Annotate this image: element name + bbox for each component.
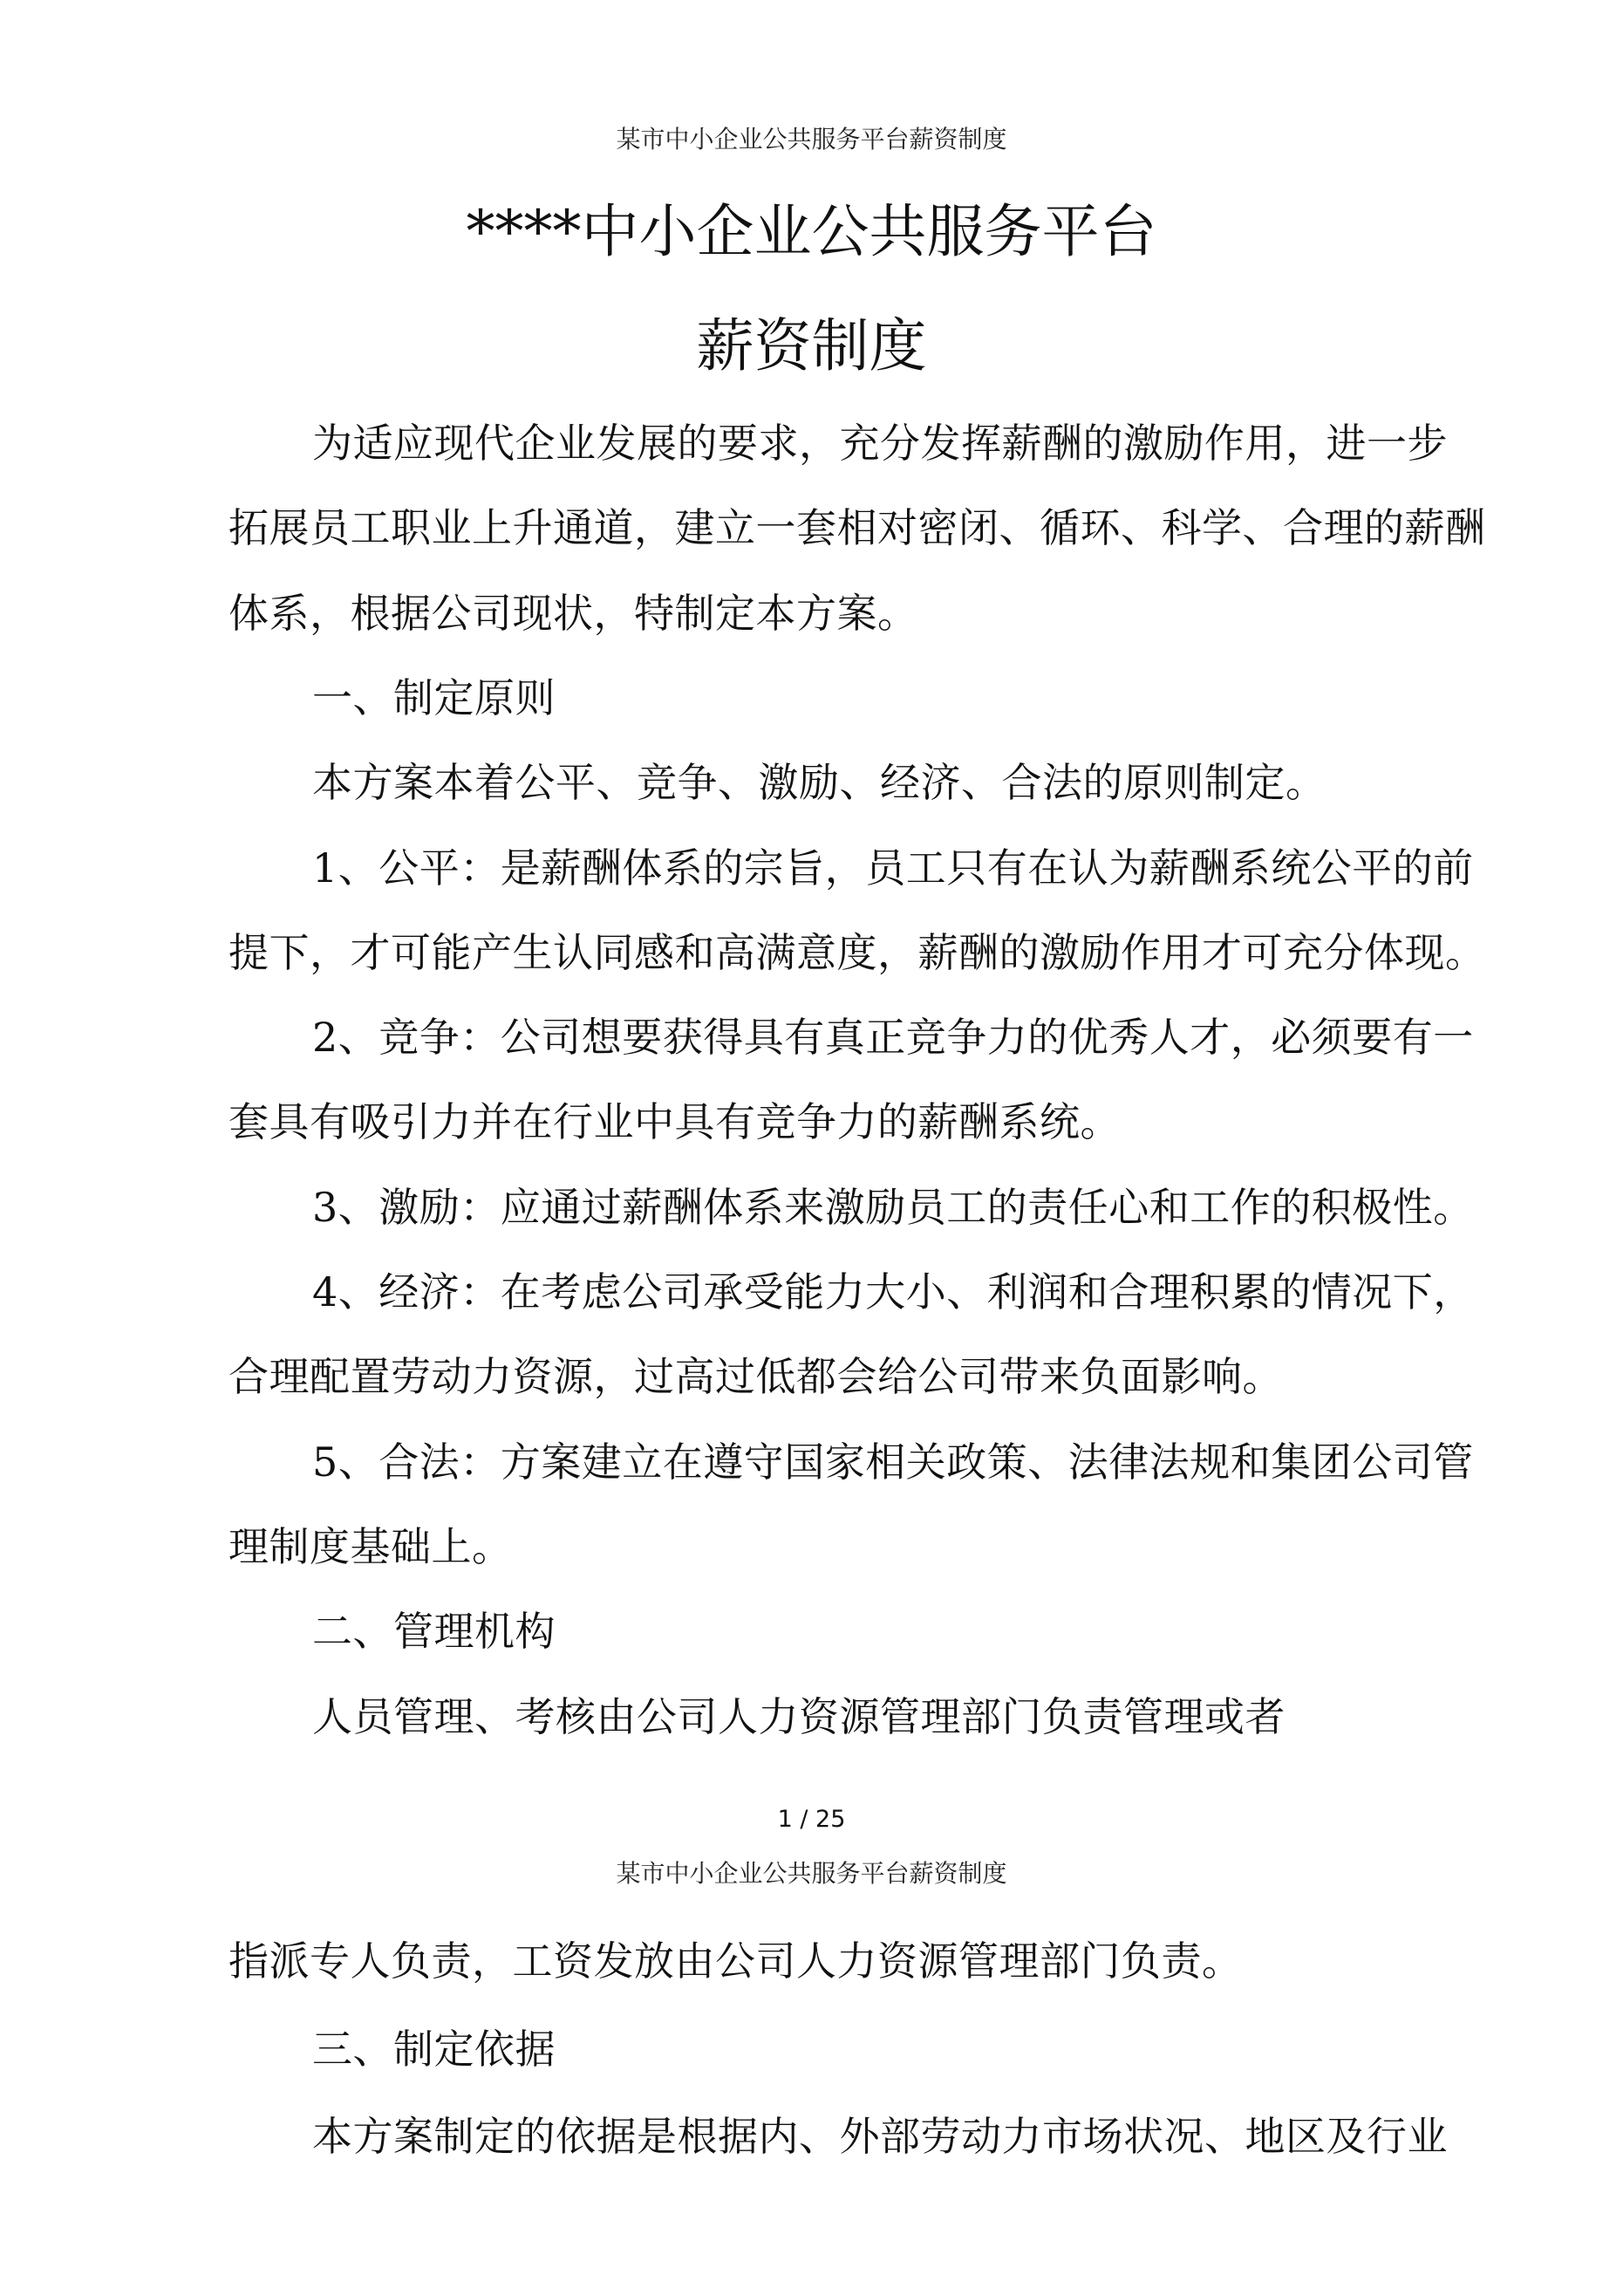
page-number: 1 / 25 xyxy=(777,1806,846,1833)
body-line: 3、激励：应通过薪酬体系来激励员工的责任心和工作的积极性。 xyxy=(312,1183,1474,1231)
body-line: 2、竞争：公司想要获得具有真正竞争力的优秀人才，必须要有一 xyxy=(312,1014,1474,1062)
body-line: 拓展员工职业上升通道，建立一套相对密闭、循环、科学、合理的薪酬 xyxy=(228,504,1486,552)
body-line: 合理配置劳动力资源，过高过低都会给公司带来负面影响。 xyxy=(228,1353,1283,1401)
body-line: 一、制定原则 xyxy=(312,673,556,721)
body-line: 套具有吸引力并在行业中具有竞争力的薪酬系统。 xyxy=(228,1098,1121,1146)
body-line: 理制度基础上。 xyxy=(228,1522,513,1570)
body-line: 5、合法：方案建立在遵守国家相关政策、法律法规和集团公司管 xyxy=(312,1438,1474,1486)
body-line: 二、管理机构 xyxy=(312,1608,556,1656)
body-line: 为适应现代企业发展的要求，充分发挥薪酬的激励作用，进一步 xyxy=(312,420,1448,467)
body-line: 4、经济：在考虑公司承受能力大小、利润和合理积累的情况下， xyxy=(312,1268,1474,1315)
body-line: 本方案制定的依据是根据内、外部劳动力市场状况、地区及行业 xyxy=(312,2113,1448,2160)
body-line: 人员管理、考核由公司人力资源管理部门负责管理或者 xyxy=(312,1692,1285,1740)
document-title-line1: ****中小企业公共服务平台 xyxy=(466,198,1157,265)
running-header-page2: 某市中小企业公共服务平台薪资制度 xyxy=(616,1859,1007,1888)
body-line: 本方案本着公平、竞争、激励、经济、合法的原则制定。 xyxy=(312,759,1326,807)
body-line: 三、制定依据 xyxy=(312,2025,556,2073)
document-title-line2: 薪资制度 xyxy=(696,312,927,379)
body-line: 1、公平：是薪酬体系的宗旨，员工只有在认为薪酬系统公平的前 xyxy=(312,844,1474,892)
running-header: 某市中小企业公共服务平台薪资制度 xyxy=(616,125,1007,154)
body-line: 指派专人负责，工资发放由公司人力资源管理部门负责。 xyxy=(228,1937,1243,1985)
body-line: 体系，根据公司现状，特制定本方案。 xyxy=(228,589,918,637)
body-line: 提下，才可能产生认同感和高满意度，薪酬的激励作用才可充分体现。 xyxy=(228,928,1486,976)
